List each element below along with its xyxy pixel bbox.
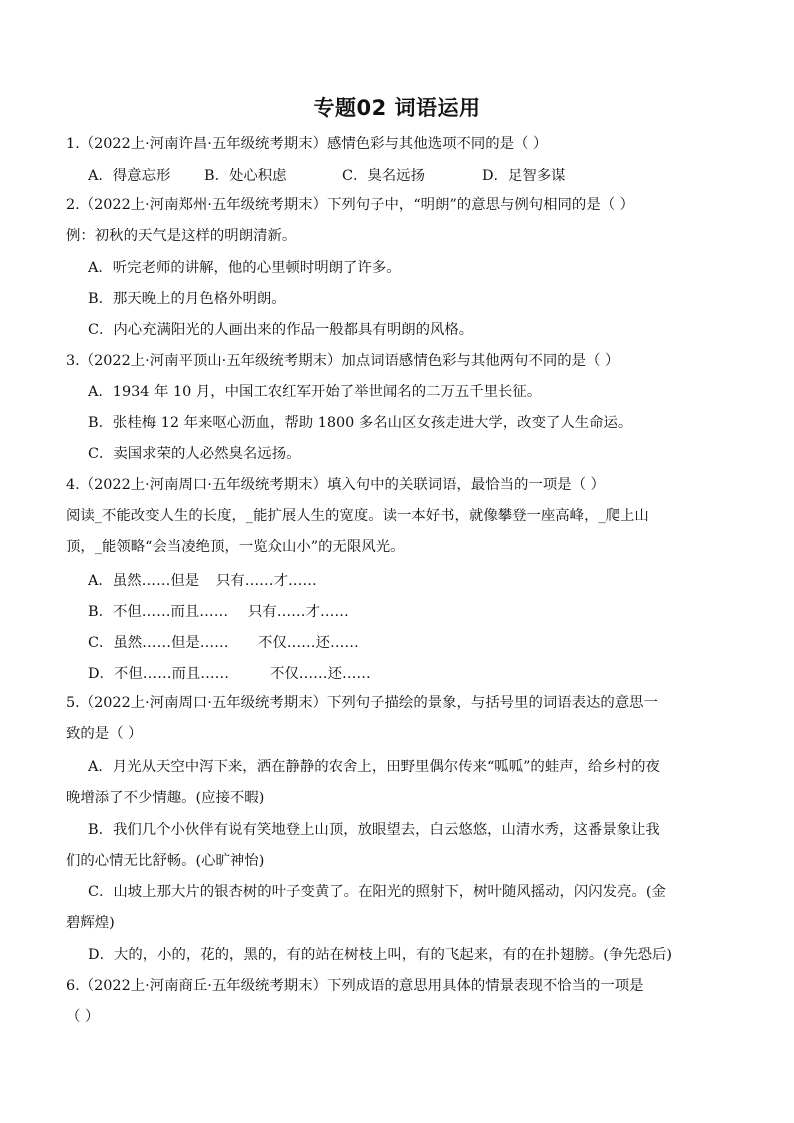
- question-2-option-a: A．听完老师的讲解，他的心里顿时明朗了许多。: [88, 260, 401, 276]
- question-5-option-a-line-1: A．月光从天空中泻下来，洒在静静的农舍上，田野里偶尔传来“呱呱”的蛙声，给乡村的夜: [88, 759, 660, 775]
- question-3-option-c: C．卖国求荣的人必然臭名远扬。: [88, 446, 301, 462]
- question-6-stem-line-1: 6.（2022上·河南商丘·五年级统考期末）下列成语的意思用具体的情景表现不恰当的一项是: [66, 978, 644, 994]
- question-4-option-b-first: B．不但……而且……: [88, 604, 229, 620]
- question-4-passage-line-1: 阅读_不能改变人生的长度，_能扩展人生的宽度。读一本好书，就像攀登一座高峰，_爬上山: [66, 508, 649, 524]
- question-4-option-a-second: 只有……才……: [216, 573, 317, 589]
- question-5-option-b-line-2: 们的心情无比舒畅。(心旷神怡): [66, 853, 265, 869]
- question-6-stem-line-2: （ ）: [66, 1009, 100, 1025]
- question-5-stem-line-2: 致的是（ ）: [66, 726, 143, 742]
- question-1-option-c: C．臭名远扬: [342, 168, 425, 184]
- question-5-option-c-line-1: C．山坡上那大片的银杏树的叶子变黄了。在阳光的照射下，树叶随风摇动，闪闪发亮。(金: [88, 884, 666, 900]
- question-5-option-d: D．大的，小的，花的，黑的，有的站在树枝上叫，有的飞起来，有的在扑翅膀。(争先恐后): [88, 947, 673, 963]
- question-5-stem-line-1: 5.（2022上·河南周口·五年级统考期末）下列句子描绘的景象，与括号里的词语表达的意思一: [66, 695, 658, 711]
- question-2-example: 例：初秋的天气是这样的明朗清新。: [66, 228, 297, 244]
- question-4-option-c-first: C．虽然……但是……: [88, 635, 229, 651]
- question-4-option-a-first: A．虽然……但是: [88, 573, 200, 589]
- question-4-option-c-second: 不仅……还……: [258, 635, 359, 651]
- question-4-stem: 4.（2022上·河南周口·五年级统考期末）填入句中的关联词语，最恰当的一项是（ ）: [66, 477, 605, 493]
- question-4-option-b-second: 只有……才……: [248, 604, 349, 620]
- question-4-option-d-first: D．不但……而且……: [88, 666, 230, 682]
- question-1-option-a: A．得意忘形: [88, 168, 171, 184]
- question-2-stem: 2.（2022上·河南郑州·五年级统考期末）下列句子中，“明朗”的意思与例句相同的是（ ）: [66, 197, 635, 213]
- question-4-passage-line-2: 顶，_能领略“会当凌绝顶，一览众山小”的无限风光。: [66, 539, 405, 555]
- question-1-option-b: B．处心积虑: [204, 168, 287, 184]
- question-1-option-d: D．足智多谋: [482, 168, 566, 184]
- question-3-option-b: B．张桂梅 12 年来呕心沥血，帮助 1800 多名山区女孩走进大学，改变了人生命运。: [88, 415, 633, 431]
- question-5-option-c-line-2: 碧辉煌): [66, 915, 115, 931]
- question-2-option-b: B．那天晚上的月色格外明朗。: [88, 291, 286, 307]
- question-4-option-d-second: 不仅……还……: [270, 666, 371, 682]
- question-3-stem: 3.（2022上·河南平顶山·五年级统考期末）加点词语感情色彩与其他两句不同的是（ ）: [66, 353, 620, 369]
- question-1-stem: 1.（2022上·河南许昌·五年级统考期末）感情色彩与其他选项不同的是（ ）: [66, 136, 548, 152]
- question-3-option-a: A．1934 年 10 月，中国工农红军开始了举世闻名的二万五千里长征。: [88, 384, 542, 400]
- page-title: 专题02 词语运用: [313, 96, 481, 120]
- question-5-option-a-line-2: 晚增添了不少情趣。(应接不暇): [66, 790, 265, 806]
- question-2-option-c: C．内心充满阳光的人画出来的作品一般都具有明朗的风格。: [88, 322, 474, 338]
- question-5-option-b-line-1: B．我们几个小伙伴有说有笑地登上山顶，放眼望去，白云悠悠，山清水秀，这番景象让我: [88, 822, 660, 838]
